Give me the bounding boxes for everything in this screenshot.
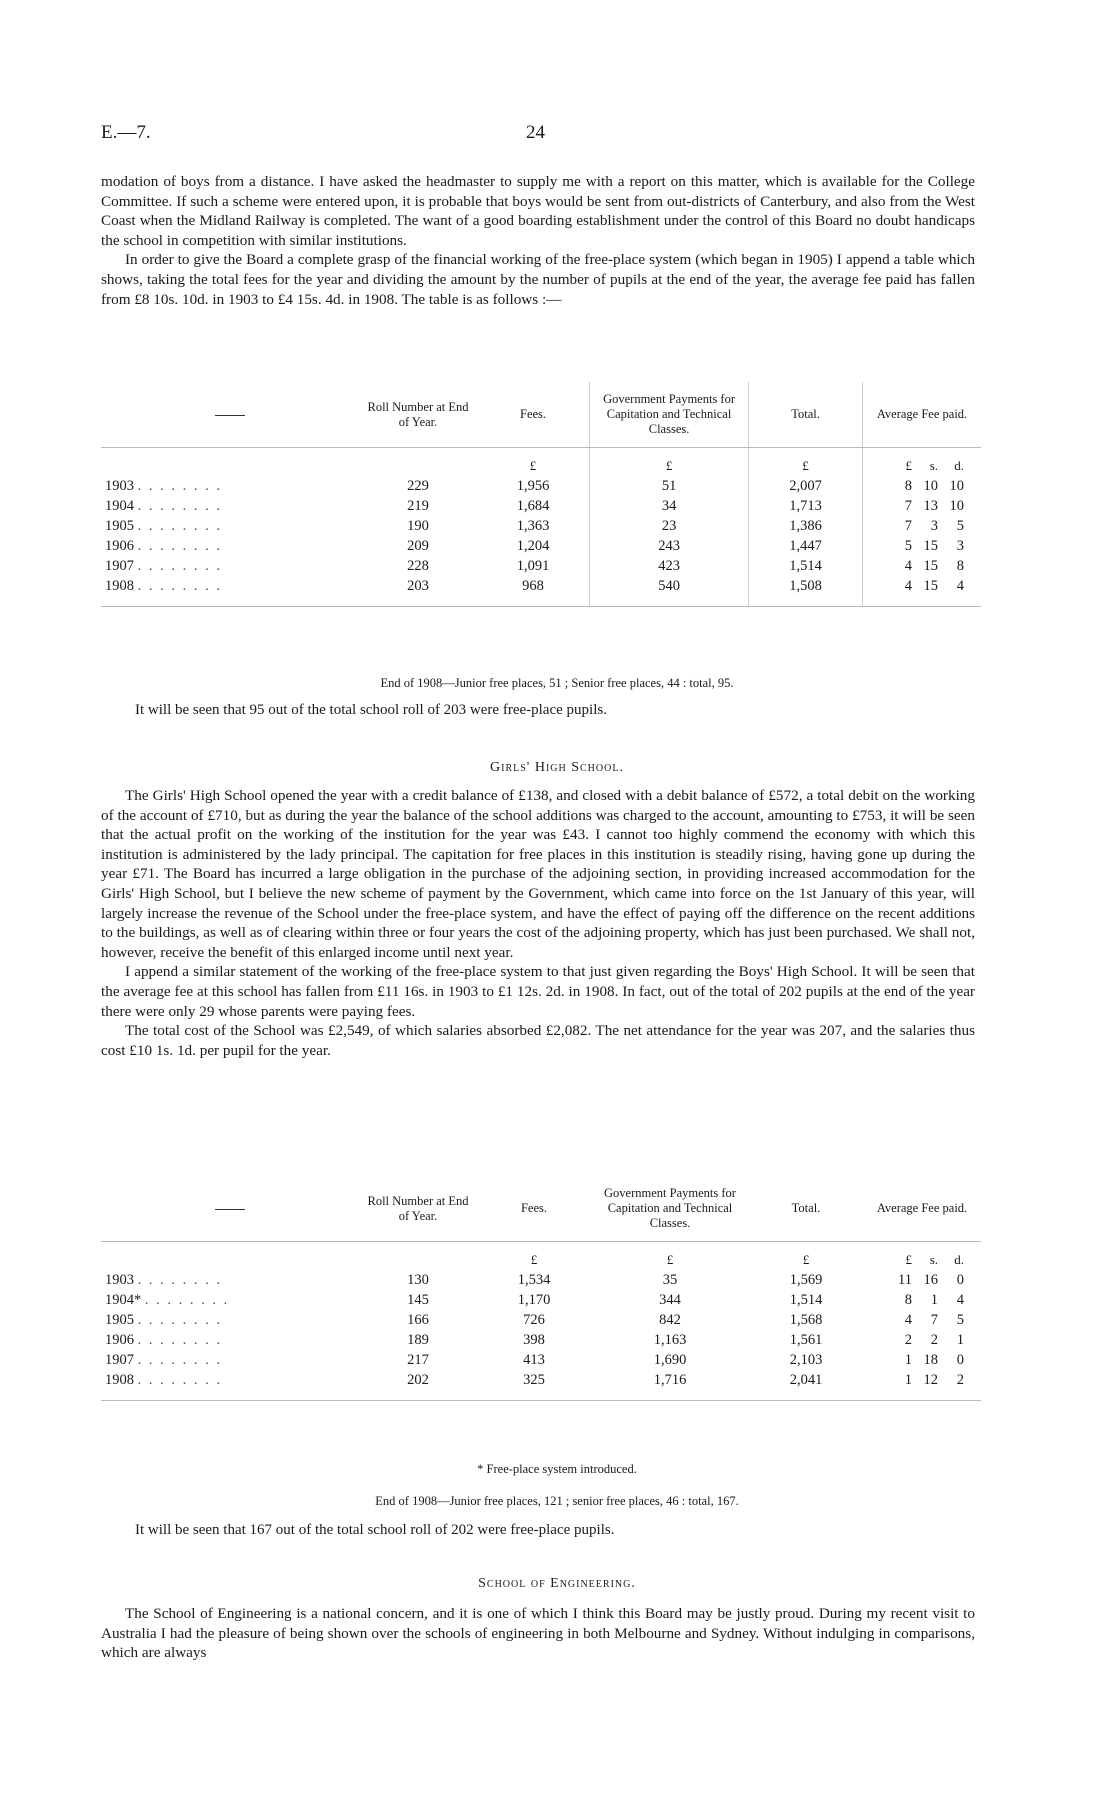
total-cell: 1,514 [749, 556, 863, 576]
govt-cell: 540 [590, 576, 749, 607]
year-cell: 1903 [105, 478, 134, 494]
girls-text [101, 786, 975, 1060]
table-row: 1908 . . . . . . . . 203 968 540 1,508 4 15 4 [101, 576, 981, 607]
avg-fee-cell: 4 7 5 [904, 1312, 964, 1328]
govt-cell: 1,690 [653, 1352, 687, 1368]
table-row: 1907 . . . . . . . . 217 413 1,690 2,103 1 18 0 [105, 1352, 964, 1368]
avg-fee-cell: 7 3 5 [904, 518, 964, 534]
roll-header: Roll Number at End of Year. [359, 1176, 477, 1242]
paragraph: In order to give the Board a complete grasp of the financial working of the free-place system (which began in 1905) I append a table which shows, taking the total fees for the year and dividing the amount by the number of pupils at the end of the year, the average fee paid has fallen from £8 10s. 10d. in 1903 to £4 15s. 4d. in 1908. The table is as follows :— [101, 251, 975, 308]
avg-fee-cell: 5 15 3 [904, 538, 964, 554]
table-row: 1903 . . . . . . . . 130 1,534 35 1,569 11 16 0 [105, 1272, 964, 1288]
fees-cell: 1,956 [516, 478, 550, 494]
intro-text [101, 172, 975, 309]
unit-label: £ [590, 448, 749, 477]
units-row [101, 448, 981, 477]
paragraph: The Girls' High School opened the year with a credit balance of £138, and closed with a debit balance of £572, a total debit on the working of the account of £710, but as during the year the balance of the school additions was charged to the account, amounting to £753, it will be seen that the actual profit on the working of the institution for the year was £43. I cannot too highly commend the economy with which this institution is administered by the lady principal. The capitation for free places in this institution is steadily rising, having gone up during the year £71. The Board has incurred a large obligation in the purchase of the adjoining section, in providing increased accommodation for the Girls' High School, but I believe the new scheme of payment by the Government, which came into force on the 1st January of this year, will largely increase the revenue of the School under the free-place system, and have the effect of paying off the difference on the recent additions to the buildings, as well as of clearing within three or four years the cost of the adjoining property, which has just been purchased. We shall not, however, receive the benefit of this enlarged income until next year. [101, 787, 975, 961]
unit-label: £ [802, 1252, 810, 1267]
blank-header [101, 1176, 359, 1242]
unit-label: £ [666, 1252, 674, 1267]
govt-cell: 344 [659, 1292, 681, 1308]
table-row: 1905 . . . . . . . . 190 1,363 23 1,386 7 3 5 [101, 516, 981, 536]
year-cell: 1904* [105, 1292, 142, 1308]
table-header-row [101, 1176, 981, 1242]
total-cell: 2,007 [749, 476, 863, 496]
page-number: 24 [526, 122, 545, 143]
avg-fee-cell: 4 15 8 [904, 558, 964, 574]
unit-label: d. [954, 458, 964, 473]
unit-label: £ [905, 458, 912, 473]
unit-label: s. [929, 458, 938, 473]
fees-cell: 1,534 [517, 1272, 551, 1288]
fees-cell: 413 [523, 1352, 545, 1368]
roll-cell: 228 [407, 558, 429, 574]
paragraph: I append a similar statement of the working of the free-place system to that just given regarding the Boys' High School. It will be seen that the average fee at this school has fallen from £11 16s. in 1903 to £1 12s. 2d. in 1908. In fact, out of the total of 202 pupils at the end of the year there were only 29 whose parents were paying fees. [101, 963, 975, 1020]
units-row [101, 1242, 981, 1271]
total-cell: 1,713 [749, 496, 863, 516]
total-cell: 1,447 [749, 536, 863, 556]
fees-cell: 398 [523, 1332, 545, 1348]
total-cell: 1,514 [789, 1292, 823, 1308]
govt-cell: 34 [590, 496, 749, 516]
avg-fee-cell: 7 13 10 [904, 498, 964, 514]
roll-cell: 189 [407, 1332, 429, 1348]
govt-header: Government Payments for Capitation and Technical Classes. [590, 382, 749, 448]
avg-header: Average Fee paid. [863, 1176, 981, 1242]
roll-cell: 229 [407, 478, 429, 494]
unit-label: £ [749, 448, 863, 477]
year-cell: 1906 [105, 1332, 134, 1348]
fees-cell: 1,204 [516, 538, 550, 554]
unit-label: £ [530, 1252, 538, 1267]
year-cell: 1904 [105, 498, 134, 514]
roll-cell: 203 [359, 576, 477, 607]
roll-header: Roll Number at End of Year. [359, 382, 477, 448]
roll-cell: 145 [407, 1292, 429, 1308]
engineering-section-heading: School of Engineering. [478, 1576, 636, 1591]
roll-cell: 190 [407, 518, 429, 534]
section-code: E.—7. [101, 122, 151, 143]
year-cell: 1905 [105, 518, 134, 534]
unit-label: d. [954, 1252, 964, 1267]
table-row: 1904* . . . . . . . . 145 1,170 344 1,514 8 1 4 [105, 1292, 964, 1308]
dash-mark [215, 415, 245, 416]
year-cell: 1906 [105, 538, 134, 554]
boys-fee-table [101, 382, 981, 607]
govt-cell: 51 [590, 476, 749, 496]
table-header-row [101, 382, 981, 448]
paragraph: The School of Engineering is a national concern, and it is one of which I think this Board may be justly proud. During my recent visit to Australia I had the pleasure of being shown over the schools of engineering in both Melbourne and Sydney. Without indulging in comparisons, which are always [101, 1605, 975, 1662]
fees-cell: 968 [477, 576, 590, 607]
table-row: 1908 . . . . . . . . 202 325 1,716 2,041 1 12 2 [101, 1370, 981, 1401]
fees-cell: 1,363 [516, 518, 550, 534]
total-header: Total. [749, 1176, 863, 1242]
fees-cell: 1,170 [517, 1292, 551, 1308]
govt-cell: 23 [590, 516, 749, 536]
avg-fee-cell: 1 18 0 [904, 1352, 964, 1368]
govt-cell: 1,716 [591, 1370, 749, 1401]
avg-fee-cell: 2 2 1 [904, 1332, 964, 1348]
girls-fee-table [101, 1176, 981, 1401]
girls-footnote: * Free-place system introduced. [477, 1462, 637, 1476]
total-cell: 1,568 [789, 1312, 823, 1328]
avg-fee-cell: 4 15 4 [904, 578, 964, 594]
girls-section-heading: Girls' High School. [490, 760, 624, 775]
avg-fee-cell: 1 12 2 [904, 1372, 964, 1388]
year-cell: 1908 [105, 1372, 134, 1388]
total-header: Total. [749, 382, 863, 448]
avg-fee-cell: 8 1 4 [904, 1292, 964, 1308]
fees-cell: 325 [477, 1370, 591, 1401]
roll-cell: 130 [407, 1272, 429, 1288]
paragraph: modation of boys from a distance. I have asked the headmaster to supply me with a report on this matter, which is available for the College Committee. If such a scheme were entered upon, it is probable that boys would be sent from out-districts of Canterbury, and also from the West Coast when the Midland Railway is completed. The want of a good boarding establishment under the control of this Board no doubt handicaps the school in competition with similar institutions. [101, 173, 975, 249]
govt-header: Government Payments for Capitation and Technical Classes. [591, 1176, 749, 1242]
avg-fee-cell: 8 10 10 [904, 478, 964, 494]
fees-cell: 1,684 [516, 498, 550, 514]
fees-header: Fees. [477, 1176, 591, 1242]
fees-cell: 1,091 [516, 558, 550, 574]
year-cell: 1908 [105, 578, 134, 594]
engineering-text [101, 1604, 975, 1663]
govt-cell: 1,163 [653, 1332, 687, 1348]
total-cell: 2,103 [789, 1352, 823, 1368]
boys-free-places-note: End of 1908—Junior free places, 51 ; Senior free places, 44 : total, 95. [380, 676, 734, 690]
roll-cell: 217 [407, 1352, 429, 1368]
avg-fee-cell: 11 16 0 [898, 1272, 964, 1288]
unit-label: £ [529, 458, 537, 473]
table-row: 1907 . . . . . . . . 228 1,091 423 1,514 4 15 8 [101, 556, 981, 576]
unit-label: £ [905, 1252, 912, 1267]
total-cell: 1,561 [789, 1332, 823, 1348]
roll-cell: 166 [407, 1312, 429, 1328]
boys-summary-statement: It will be seen that 95 out of the total school roll of 203 were free-place pupils. [135, 702, 607, 718]
govt-cell: 423 [590, 556, 749, 576]
roll-cell: 219 [407, 498, 429, 514]
table-row: 1906 . . . . . . . . 209 1,204 243 1,447 5 15 3 [101, 536, 981, 556]
year-cell: 1905 [105, 1312, 134, 1328]
total-cell: 1,386 [749, 516, 863, 536]
fees-cell: 726 [523, 1312, 545, 1328]
avg-header: Average Fee paid. [863, 382, 982, 448]
roll-cell: 209 [407, 538, 429, 554]
paragraph: The total cost of the School was £2,549, of which salaries absorbed £2,082. The net attendance for the year was 207, and the salaries thus cost £10 1s. 1d. per pupil for the year. [101, 1022, 975, 1059]
total-cell: 2,041 [749, 1370, 863, 1401]
girls-free-places-note: End of 1908—Junior free places, 121 ; senior free places, 46 : total, 167. [375, 1494, 739, 1508]
girls-summary-statement: It will be seen that 167 out of the total school roll of 202 were free-place pupils. [135, 1522, 615, 1538]
govt-cell: 35 [662, 1272, 678, 1288]
blank-header [101, 382, 359, 448]
govt-cell: 243 [590, 536, 749, 556]
table-row: 1905 . . . . . . . . 166 726 842 1,568 4 7 5 [105, 1312, 964, 1328]
table-row: 1903 . . . . . . . . 229 1,956 51 2,007 8 10 10 [101, 476, 981, 496]
unit-label: s. [929, 1252, 938, 1267]
roll-cell: 202 [359, 1370, 477, 1401]
table-row: 1904 . . . . . . . . 219 1,684 34 1,713 7 13 10 [101, 496, 981, 516]
year-cell: 1907 [105, 1352, 134, 1368]
dash-mark [215, 1209, 245, 1210]
table-row: 1906 . . . . . . . . 189 398 1,163 1,561 2 2 1 [105, 1332, 964, 1348]
year-cell: 1903 [105, 1272, 134, 1288]
total-cell: 1,569 [789, 1272, 823, 1288]
govt-cell: 842 [659, 1312, 681, 1328]
total-cell: 1,508 [749, 576, 863, 607]
year-cell: 1907 [105, 558, 134, 574]
fees-header: Fees. [477, 382, 590, 448]
